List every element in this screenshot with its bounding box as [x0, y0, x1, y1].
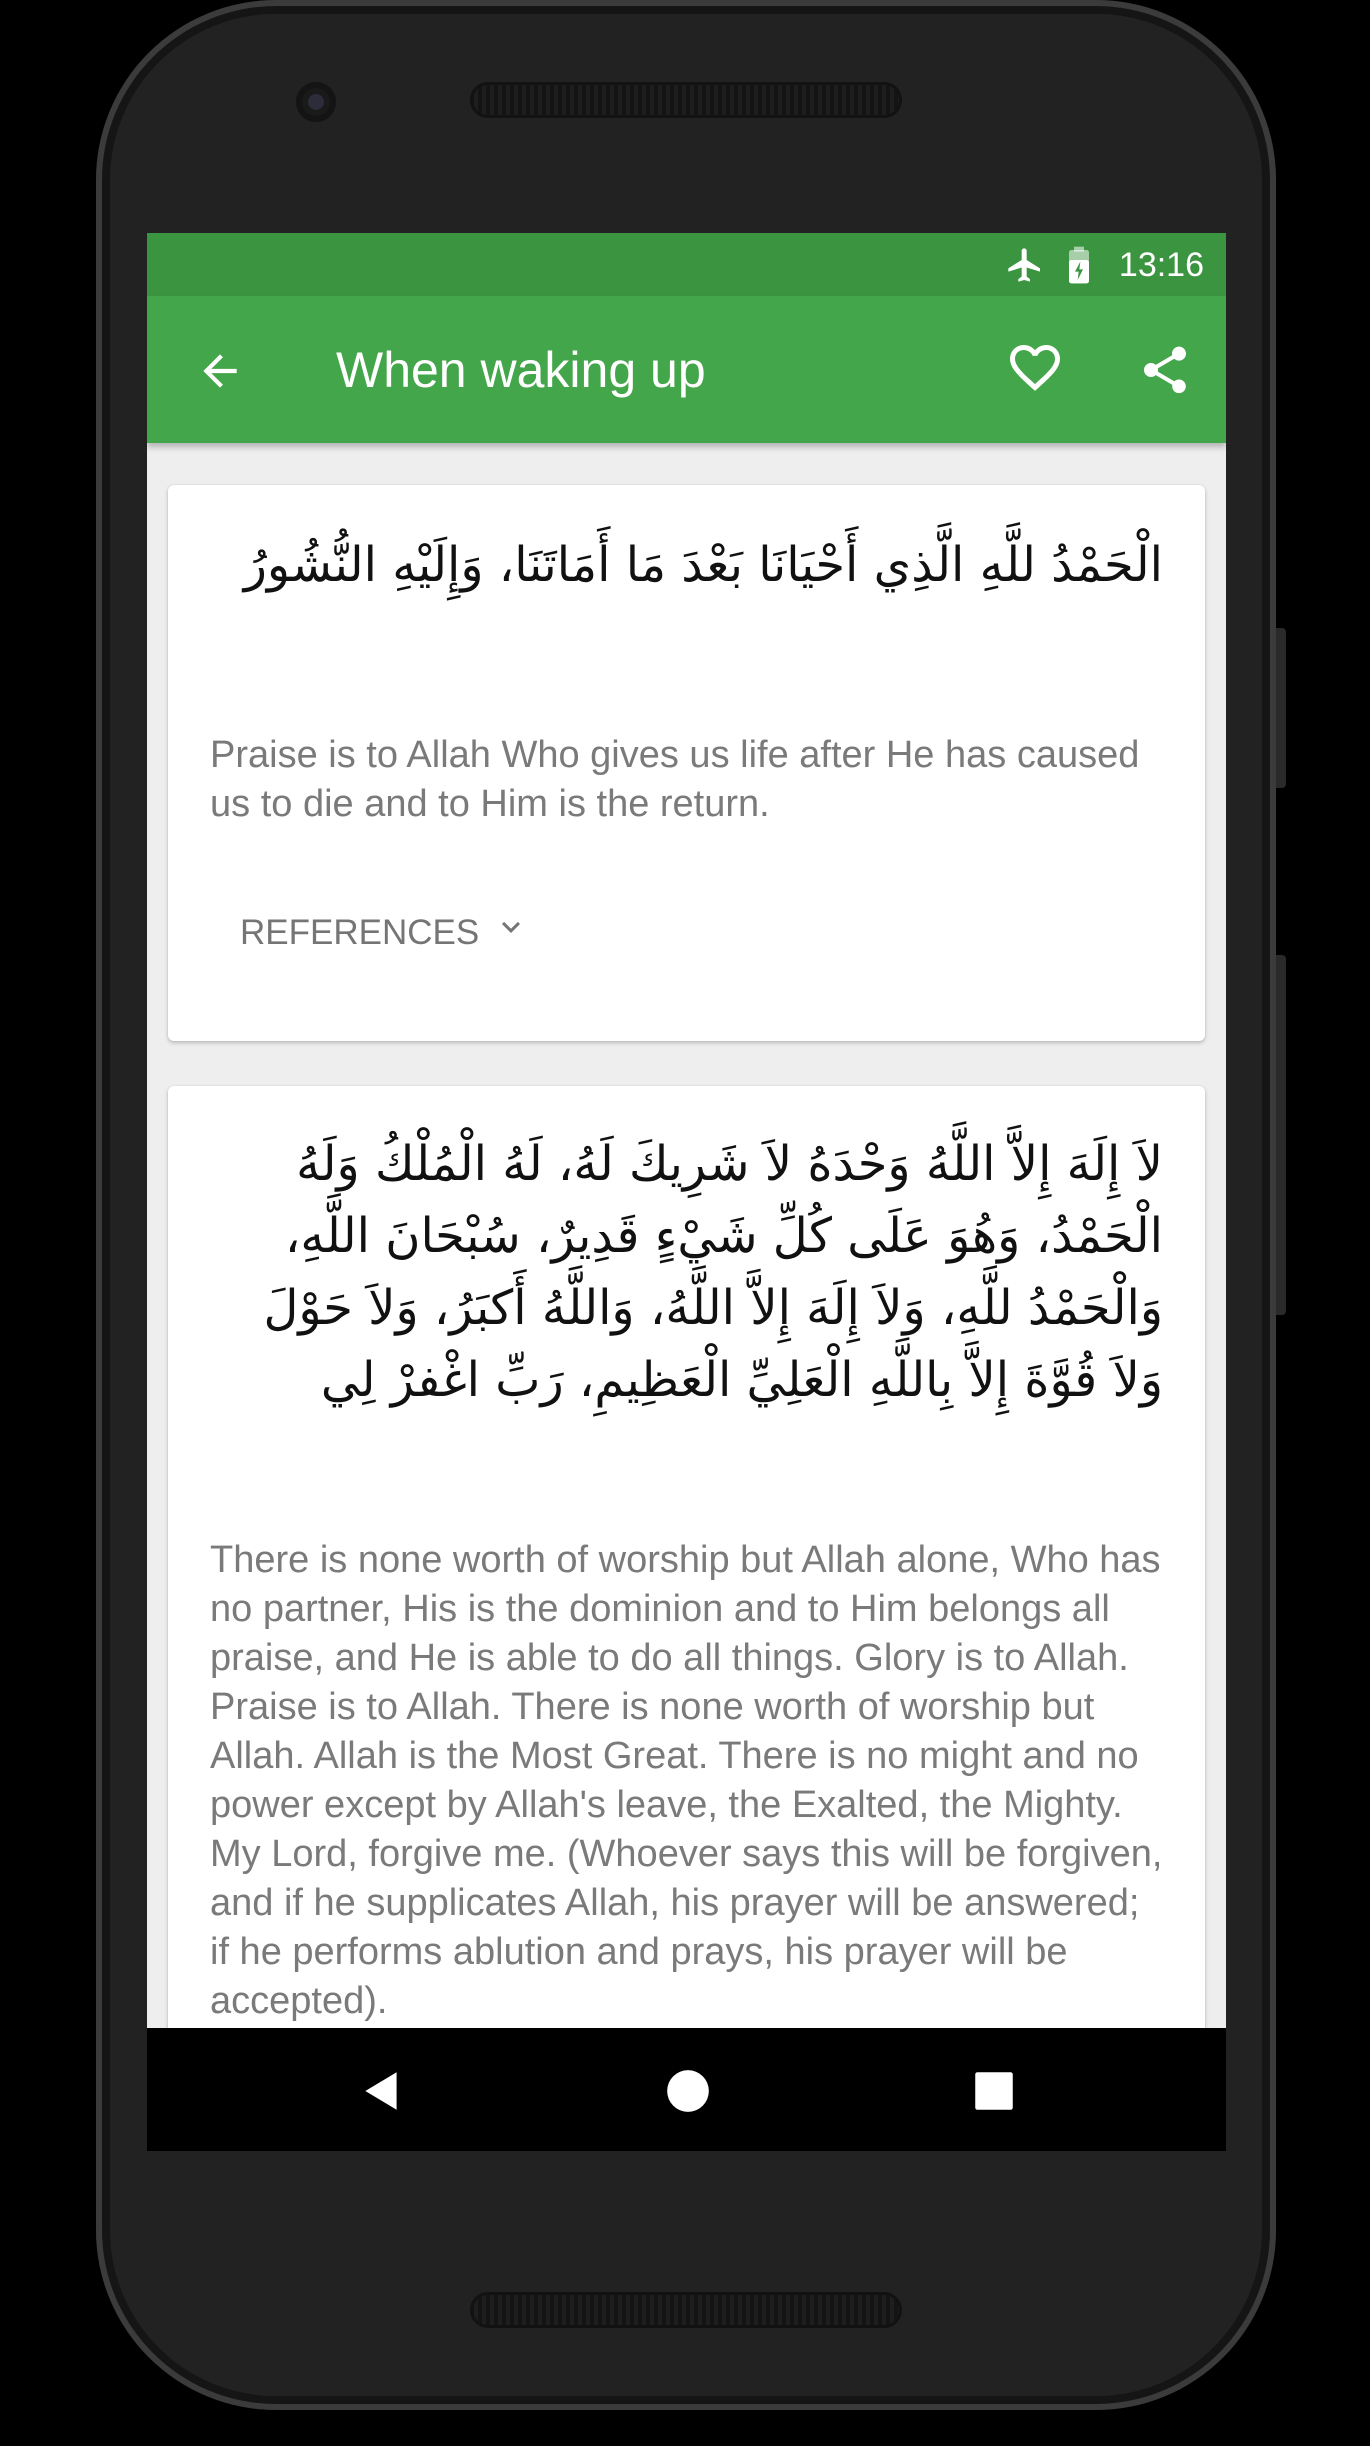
references-label: REFERENCES [240, 912, 480, 952]
chevron-down-icon [493, 909, 529, 956]
app-bar [147, 296, 1226, 443]
references-toggle[interactable] [240, 909, 529, 956]
heart-outline-icon[interactable] [1005, 342, 1065, 398]
status-time: 13:16 [1118, 246, 1204, 284]
share-icon[interactable] [1137, 342, 1193, 398]
airplane-mode-icon [1005, 245, 1045, 289]
navigation-bar [147, 2028, 1226, 2151]
square-recents-icon[interactable] [969, 2066, 1019, 2116]
dua-card [168, 485, 1205, 1041]
status-bar [147, 233, 1226, 296]
dua-card [168, 1086, 1205, 2151]
translation-text: Praise is to Allah Who gives us life after He has caused us to die and to Him is the return. [210, 734, 1140, 825]
triangle-back-icon[interactable] [357, 2066, 407, 2116]
screen [147, 233, 1226, 2151]
page-title: When waking up [336, 342, 706, 398]
arrow-left-icon[interactable] [195, 346, 245, 396]
bottom-speaker-grille [470, 2292, 902, 2328]
arabic-text: الْحَمْدُ للَّهِ الَّذِي أَحْيَانَا بَعْدَ مَا أَمَاتَنَا، وَإِلَيْهِ النُّشُورُ [243, 537, 1163, 593]
circle-home-icon[interactable] [663, 2066, 713, 2116]
translation-text: There is none worth of worship but Allah alone, Who has no partner, His is the dominion and to Him belongs all praise, and He is able to do all things. Glory is to Allah. Praise is to Allah. There is none worth of worship but Allah. Allah is the Most Great. There is no might and no power except by Allah's leave, the Exalted, the Mighty. My Lord, forgive me. (Whoever says this will be forgiven, and if he supplicates Allah, his prayer will be answered; if he performs ablution and prays, his prayer will be accepted). [210, 1539, 1163, 2022]
arabic-text: لاَ إِلَهَ إِلاَّ اللَّهُ وَحْدَهُ لاَ شَرِيكَ لَهُ، لَهُ الْمُلْكُ وَلَهُ الْحَمْدُ، وَهُوَ عَلَى كُلِّ شَيْءٍ قَدِيرٌ، سُبْحَانَ اللَّهِ، وَالْحَمْدُ للَّهِ، وَلاَ إِلَهَ إِلاَّ اللَّهُ، وَاللَّهُ أَكبَرُ، وَلاَ حَوْلَ وَلاَ قُوَّةَ إِلاَّ بِاللَّهِ الْعَلِيِّ الْعَظِيمِ، رَبِّ اغْفرْ لِي [263, 1136, 1163, 1408]
battery-charging-icon [1065, 245, 1093, 289]
top-speaker-grille [470, 82, 902, 118]
front-camera [296, 82, 336, 122]
